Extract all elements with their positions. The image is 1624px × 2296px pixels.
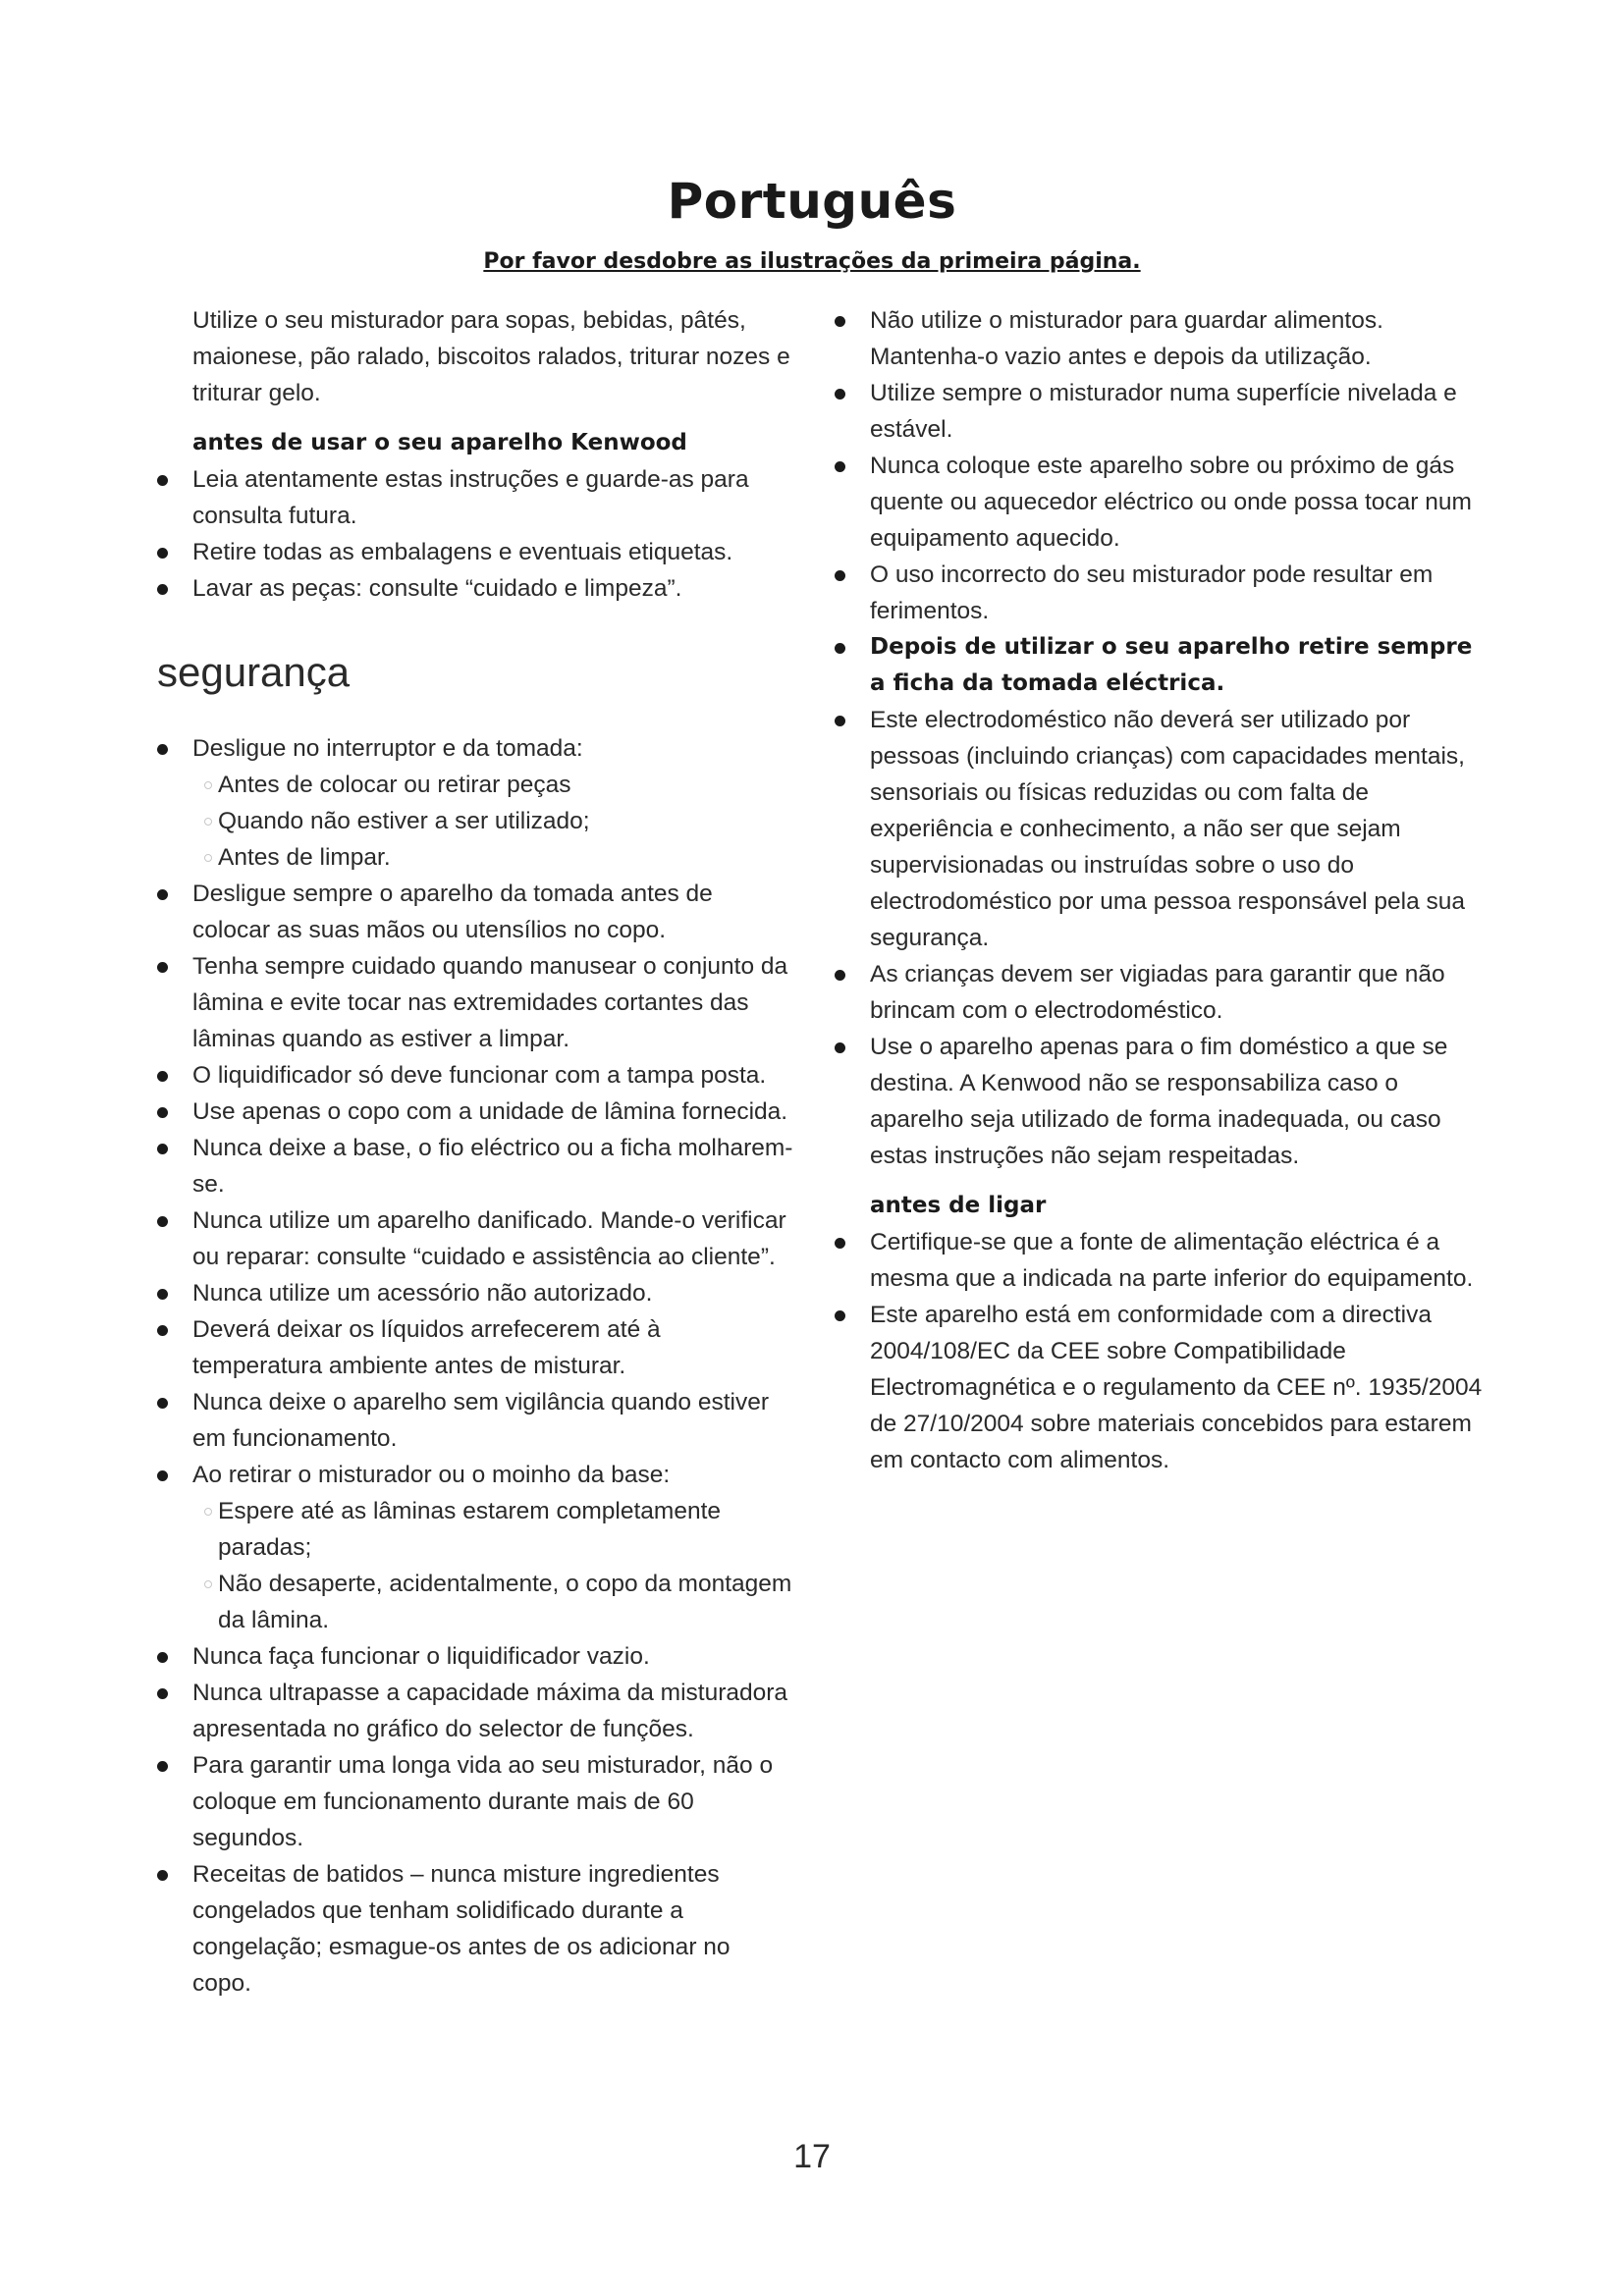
sub-list-item: Quando não estiver a ser utilizado; — [192, 803, 793, 839]
safety-list-continued — [833, 302, 1490, 1174]
list-item: Use o aparelho apenas para o fim doméstico a que se destina. A Kenwood não se responsabiliza caso o aparelho seja utilizado de forma inadequada, ou caso estas instruções não sejam respeitadas. — [833, 1029, 1490, 1174]
sub-list — [192, 1493, 793, 1638]
bullet-icon — [157, 1289, 168, 1300]
list-item: Não utilize o misturador para guardar alimentos. Mantenha-o vazio antes e depois da utilização. — [833, 302, 1490, 375]
bullet-icon — [157, 1870, 168, 1881]
safety-list — [155, 730, 793, 2002]
bullet-icon — [835, 1042, 845, 1053]
bullet-icon — [157, 548, 168, 559]
bullet-icon — [835, 643, 845, 654]
sub-list-item: Não desaperte, acidentalmente, o copo da montagem da lâmina. — [192, 1566, 793, 1638]
bullet-icon — [835, 461, 845, 472]
list-item: Tenha sempre cuidado quando manusear o conjunto da lâmina e evite tocar nas extremidades cortantes das lâminas quando as estiver a limpar. — [155, 948, 793, 1057]
bullet-icon — [157, 1652, 168, 1663]
sub-bullet-icon — [204, 1580, 212, 1588]
bullet-icon — [157, 744, 168, 755]
list-item: Nunca utilize um aparelho danificado. Mande-o verificar ou reparar: consulte “cuidado e assistência ao cliente”. — [155, 1202, 793, 1275]
sub-list-item: Antes de limpar. — [192, 839, 793, 876]
list-item: Lavar as peças: consulte “cuidado e limpeza”. — [155, 570, 793, 607]
bullet-icon — [835, 1310, 845, 1321]
sub-bullet-icon — [204, 1508, 212, 1516]
bullet-icon — [157, 1071, 168, 1082]
page-title: Português — [667, 172, 957, 230]
list-item: Use apenas o copo com a unidade de lâmina fornecida. — [155, 1094, 793, 1130]
bullet-icon — [157, 1761, 168, 1772]
list-item: Nunca deixe a base, o fio eléctrico ou a ficha molharem-se. — [155, 1130, 793, 1202]
list-item: Retire todas as embalagens e eventuais etiquetas. — [155, 534, 793, 570]
sub-bullet-icon — [204, 818, 212, 826]
page-number: 17 — [793, 2138, 831, 2175]
bullet-icon — [835, 389, 845, 400]
sub-bullet-icon — [204, 854, 212, 862]
bullet-icon — [157, 584, 168, 595]
list-item: Este electrodoméstico não deverá ser utilizado por pessoas (incluindo crianças) com capacidades mentais, sensoriais ou físicas reduzidas ou com falta de experiência e conhecimento, a não ser que sejam supervisionadas ou instruídas sobre o uso do electrodoméstico por uma pessoa responsável pela sua segurança. — [833, 702, 1490, 956]
bullet-icon — [835, 716, 845, 726]
list-item: Nunca deixe o aparelho sem vigilância quando estiver em funcionamento. — [155, 1384, 793, 1457]
bullet-icon — [835, 570, 845, 581]
list-item: Utilize sempre o misturador numa superfície nivelada e estável. — [833, 375, 1490, 448]
list-item: Leia atentamente estas instruções e guarde-as para consulta futura. — [155, 461, 793, 534]
list-item-important: Depois de utilizar o seu aparelho retire sempre a ficha da tomada eléctrica. — [833, 629, 1490, 702]
list-item: Ao retirar o misturador ou o moinho da base: Espere até as lâminas estarem completamente paradas; Não desaperte, acidentalmente, o copo da montagem da lâmina. — [155, 1457, 793, 1638]
unfold-instruction: Por favor desdobre as ilustrações da primeira página. — [483, 249, 1141, 274]
bullet-icon — [835, 1238, 845, 1249]
list-item: Este aparelho está em conformidade com a directiva 2004/108/EC da CEE sobre Compatibilidade Electromagnética e o regulamento da CEE nº. 1935/2004 de 27/10/2004 sobre materiais concebidos para estarem em contacto com alimentos. — [833, 1297, 1490, 1478]
bullet-icon — [157, 1470, 168, 1481]
sub-list-item: Espere até as lâminas estarem completamente paradas; — [192, 1493, 793, 1566]
bullet-icon — [157, 475, 168, 486]
list-item: As crianças devem ser vigiadas para garantir que não brincam com o electrodoméstico. — [833, 956, 1490, 1029]
list-item: Nunca ultrapasse a capacidade máxima da misturadora apresentada no gráfico do selector de funções. — [155, 1675, 793, 1747]
sub-list-item: Antes de colocar ou retirar peças — [192, 767, 793, 803]
list-item: Certifique-se que a fonte de alimentação eléctrica é a mesma que a indicada na parte inferior do equipamento. — [833, 1224, 1490, 1297]
sub-bullet-icon — [204, 781, 212, 789]
before-use-list — [155, 461, 793, 607]
bullet-icon — [157, 962, 168, 973]
bullet-icon — [157, 1216, 168, 1227]
bullet-icon — [157, 1144, 168, 1154]
list-item: Nunca faça funcionar o liquidificador vazio. — [155, 1638, 793, 1675]
list-item: Nunca utilize um acessório não autorizado. — [155, 1275, 793, 1311]
list-item: Desligue sempre o aparelho da tomada antes de colocar as suas mãos ou utensílios no copo. — [155, 876, 793, 948]
list-item: Para garantir uma longa vida ao seu misturador, não o coloque em funcionamento durante mais de 60 segundos. — [155, 1747, 793, 1856]
list-item: Nunca coloque este aparelho sobre ou próximo de gás quente ou aquecedor eléctrico ou onde possa tocar num equipamento aquecido. — [833, 448, 1490, 557]
safety-section-title: segurança — [157, 649, 351, 695]
list-item: O uso incorrecto do seu misturador pode resultar em ferimentos. — [833, 557, 1490, 629]
bullet-icon — [835, 316, 845, 327]
list-item: O liquidificador só deve funcionar com a tampa posta. — [155, 1057, 793, 1094]
sub-list — [192, 767, 793, 876]
left-column — [155, 302, 793, 2002]
bullet-icon — [157, 1398, 168, 1409]
bullet-icon — [157, 1325, 168, 1336]
bullet-icon — [157, 1107, 168, 1118]
before-connect-heading: antes de ligar — [870, 1193, 1047, 1218]
before-connect-list — [833, 1224, 1490, 1478]
intro-paragraph: Utilize o seu misturador para sopas, bebidas, pâtés, maionese, pão ralado, biscoitos ralados, triturar nozes e triturar gelo. — [192, 307, 790, 406]
bullet-icon — [835, 970, 845, 981]
bullet-icon — [157, 1688, 168, 1699]
list-item: Desligue no interruptor e da tomada: Antes de colocar ou retirar peças Quando não estiver a ser utilizado; Antes de limpar. — [155, 730, 793, 876]
bullet-icon — [157, 889, 168, 900]
list-item: Receitas de batidos – nunca misture ingredientes congelados que tenham solidificado durante a congelação; esmague-os antes de os adicionar no copo. — [155, 1856, 793, 2002]
right-column — [833, 302, 1490, 1478]
before-use-heading: antes de usar o seu aparelho Kenwood — [192, 430, 687, 455]
list-item: Deverá deixar os líquidos arrefecerem até à temperatura ambiente antes de misturar. — [155, 1311, 793, 1384]
